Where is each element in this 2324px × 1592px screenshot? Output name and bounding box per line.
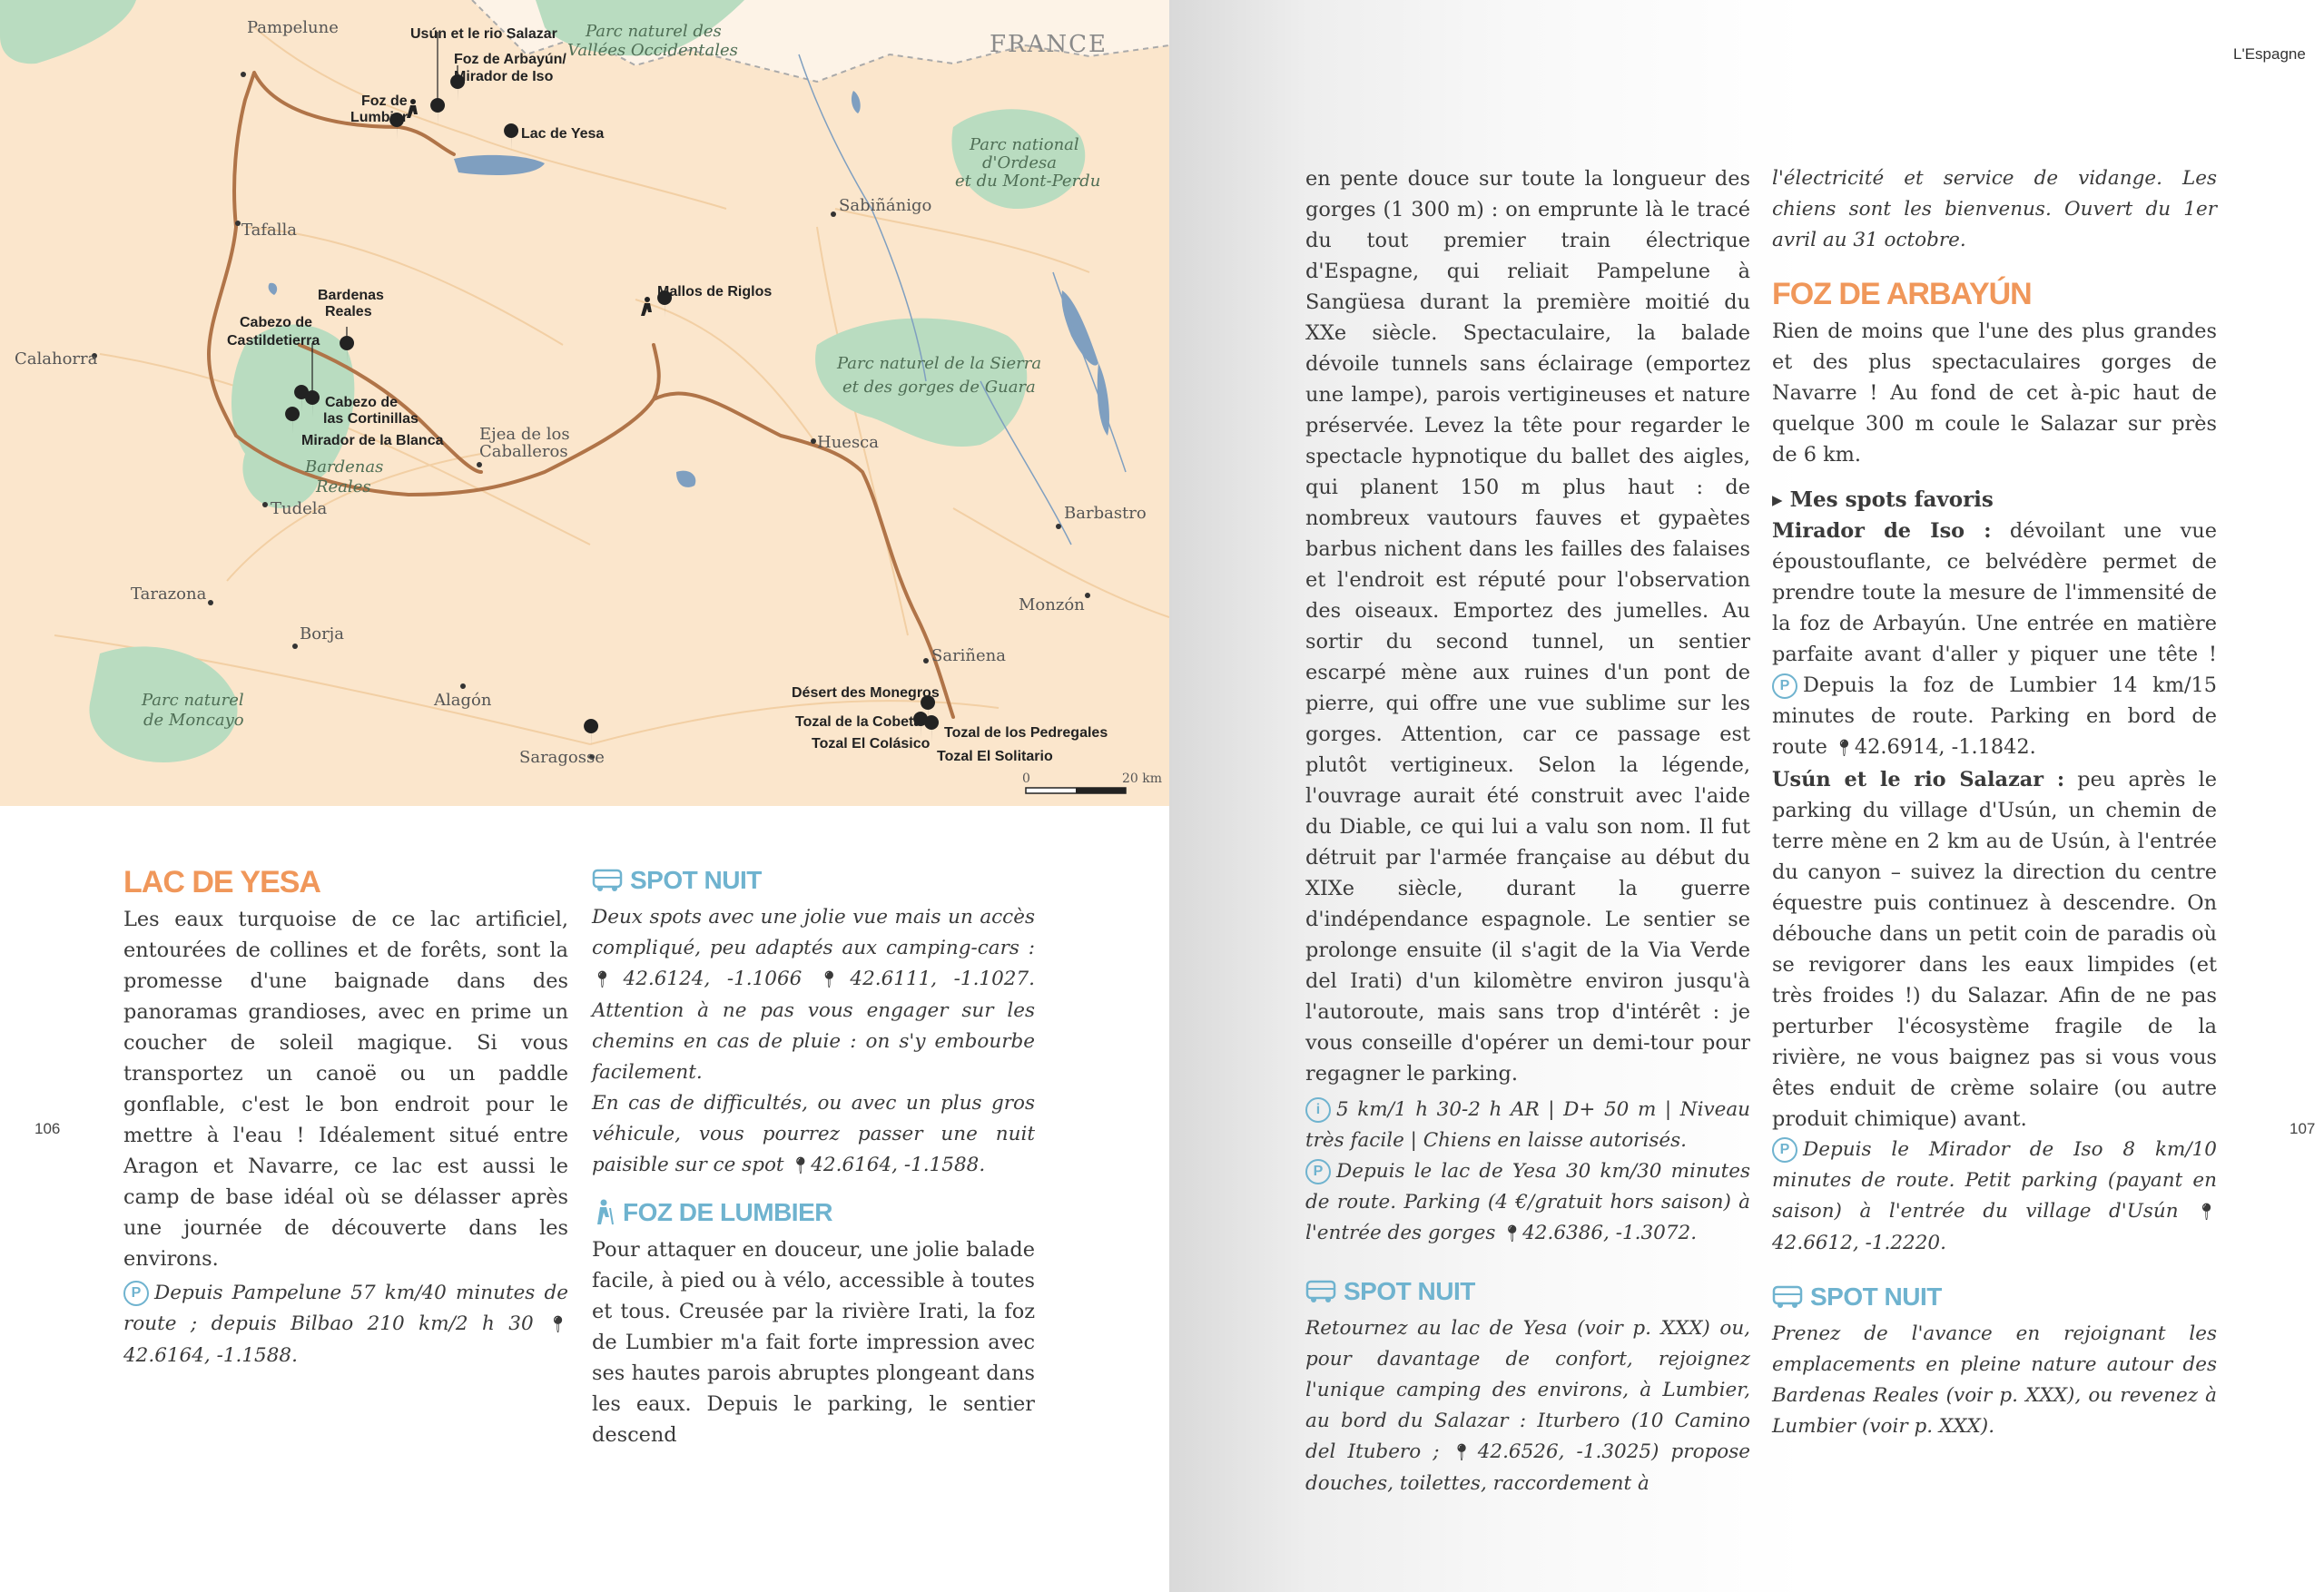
svg-text:Lumbier: Lumbier: [350, 110, 409, 125]
svg-text:Mirador de Iso: Mirador de Iso: [454, 69, 554, 84]
svg-text:Bardenas: Bardenas: [305, 457, 384, 477]
right-page: [1169, 0, 2324, 1592]
spot-nuit-heading: SPOT NUIT: [592, 864, 1035, 897]
town-tafalla: Tafalla: [241, 221, 297, 240]
country-france: FRANCE: [990, 31, 1108, 58]
spot-nuit-text-4: Prenez de l'avance en rejoignant les emplacements en pleine nature autour des Bardenas Reales (voir p. XXX), ou revenez à Lumbier (voir p. XXX).: [1772, 1322, 2217, 1438]
foz-de-lumbier-heading: FOZ DE LUMBIER: [592, 1196, 1035, 1229]
parking-icon: P: [123, 1281, 149, 1306]
svg-text:0: 0: [1022, 771, 1030, 786]
page-number-right: 107: [2290, 1120, 2316, 1137]
usun-parking: P Depuis le Mirador de Iso 8 km/10 minutes de route. Petit parking (payant en saison) à l'entrée du village d'Usún 📍︎42.6612, -1.2220.: [1772, 1138, 2217, 1254]
van-icon: [1305, 1278, 1336, 1305]
svg-text:Tozal El Colásico: Tozal El Colásico: [812, 736, 931, 752]
svg-text:d'Ordesa: d'Ordesa: [982, 153, 1057, 172]
svg-text:Désert des Monegros: Désert des Monegros: [792, 685, 940, 701]
svg-text:Tozal de los Pedregales: Tozal de los Pedregales: [944, 725, 1108, 741]
section-title-foz-de-arbayun: FOZ DE ARBAYÚN: [1772, 277, 2032, 311]
foz-parking: P Depuis le lac de Yesa 30 km/30 minutes de route. Parking (4 €/gratuit hors saison) à l'entrée des gorges 📍︎42.6386, -1.3072.: [1305, 1160, 1750, 1244]
svg-text:Reales: Reales: [316, 477, 371, 496]
van-icon: [592, 867, 623, 894]
parking-icon: P: [1305, 1159, 1331, 1184]
town-tudela: Tudela: [271, 499, 328, 518]
pin-icon: 📍︎: [592, 970, 624, 989]
town-ejea-2: Caballeros: [479, 442, 568, 461]
info-icon: i: [1305, 1097, 1331, 1123]
svg-text:Mirador de la Blanca: Mirador de la Blanca: [301, 433, 444, 448]
spot-nuit-heading-3: SPOT NUIT: [1772, 1281, 2217, 1313]
right-column-1: [1305, 163, 1750, 1499]
town-calahorra: Calahorra: [15, 349, 98, 369]
svg-text:Mallos de Riglos: Mallos de Riglos: [657, 284, 773, 300]
town-sarinena: Sariñena: [931, 646, 1006, 665]
town-borja: Borja: [300, 624, 344, 644]
pin-icon: 📍︎: [2196, 1203, 2217, 1222]
route-map-svg: [0, 0, 1169, 806]
pin-icon: 📍︎: [1502, 1224, 1523, 1243]
svg-text:Tozal El Solitario: Tozal El Solitario: [937, 749, 1053, 764]
spot-nuit-text-2: En cas de difficultés, ou avec un plus gros véhicule, vous pourrez passer une nuit paisible sur ce spot 📍︎42.6164, -1.1588.: [592, 1092, 1035, 1176]
svg-text:Vallées Occidentales: Vallées Occidentales: [567, 41, 738, 60]
svg-text:de Moncayo: de Moncayo: [143, 711, 244, 730]
svg-text:las Cortinillas: las Cortinillas: [323, 411, 419, 427]
svg-text:Usún et le rio Salazar: Usún et le rio Salazar: [410, 26, 557, 42]
foz-de-lumbier-text-cont: en pente douce sur toute la longueur des gorges (1 300 m) : on emprunte là le tracé du tout premier train électrique d'Espagne, qui reliait Pampelune à Sangüesa durant la première moitié du XXe siècle. Spectaculaire, la balade dévoile tunnels sans éclairage (emportez une lampe), parois vertigineuses et nature préservée. Levez la tête pour regarder le spectacle hypnotique du ballet des aigles, qui planent 150 m plus haut : de nombreux vautours fauves et gypaètes barbus nichent dans les failles des falaises et l'endroit est réputé pour l'observation des oiseaux. Emportez des jumelles. Au sortir du second tunnel, un sentier escarpé mène aux ruines d'un pont de pierre, qui offre une vue sublime sur les gorges. Attention, car ce passage est plutôt vertigineux. Selon la légende, l'ouvrage aurait été construit avec l'aide du Diable, ce qui lui a valu son nom. Il fut détruit par l'armée française au début du XIXe siècle, durant la guerre d'indépendance espagnole. Le sentier se prolonge ensuite (il s'agit de la Via Verde del Irati) d'un kilomètre environ jusqu'à l'autoroute, mais sans trop d'intérêt : je vous conseille d'opérer un demi-tour pour regagner le parking.: [1305, 167, 1750, 1086]
town-pampelune: Pampelune: [247, 18, 339, 37]
running-head: L'Espagne: [2233, 45, 2306, 63]
arbayun-text: Rien de moins que l'une des plus grandes et des plus spectaculaires gorges de Navarre ! Au fond de cet à-pic haut de quelque 300 m coule le Salazar sur près de 6 km.: [1772, 319, 2217, 467]
svg-text:Lac de Yesa: Lac de Yesa: [521, 126, 605, 142]
town-saragosse: Saragosse: [519, 748, 605, 767]
pin-icon: 📍︎: [818, 970, 851, 989]
camping-text-cont: l'électricité et service de vidange. Les chiens sont les bienvenus. Ouvert du 1er avril au 31 octobre.: [1772, 167, 2217, 251]
left-column-2: [592, 864, 1035, 1450]
triangle-icon: ▸: [1772, 487, 1783, 512]
lac-de-yesa-text: Les eaux turquoise de ce lac artificiel, entourées de collines et de forêts, sont la promesse d'une baignade dans des panoramas grandioses, avec en prime un coucher de soleil magique. Si vous transportez un canoë ou un paddle gonflable, c'est le bon endroit pour le mettre à l'eau ! Idéalement situé entre Aragon et Navarre, ce lac est aussi le camp de base idéal où se délasser après une journée de découverte dans les environs.: [123, 908, 568, 1271]
svg-text:Parc naturel des: Parc naturel des: [586, 22, 722, 41]
section-title-lac-de-yesa: LAC DE YESA: [123, 865, 320, 899]
svg-text:Foz de: Foz de: [361, 93, 408, 109]
town-ejea: Ejea de los: [479, 425, 570, 444]
svg-text:Parc naturel de la Sierra: Parc naturel de la Sierra: [837, 354, 1042, 373]
town-alagon: Alagón: [434, 691, 492, 710]
svg-text:Castildetierra: Castildetierra: [227, 333, 320, 349]
right-column-2: [1772, 163, 2217, 1442]
lac-parking-info: P Depuis Pampelune 57 km/40 minutes de route ; depuis Bilbao 210 km/2 h 30 📍︎42.6164, -1.1588.: [123, 1282, 568, 1367]
page-number-left: 106: [34, 1120, 61, 1137]
town-huesca: Huesca: [817, 433, 879, 452]
foz-info: i 5 km/1 h 30-2 h AR | D+ 50 m | Niveau très facile | Chiens en laisse autorisés.: [1305, 1098, 1750, 1152]
hiker-icon: [592, 1199, 615, 1226]
spot-nuit-text-3: Retournez au lac de Yesa (voir p. XXX) ou, pour davantage de confort, rejoignez l'unique camping des environs, à Lumbier, au bord du Salazar : Iturbero (10 Camino del Itubero ; 📍︎42.6526, -1.3025) propose douches, toilettes, raccordement à: [1305, 1317, 1750, 1495]
svg-text:Cabezo de: Cabezo de: [325, 395, 399, 410]
svg-text:Cabezo de: Cabezo de: [240, 315, 313, 330]
town-tarazona: Tarazona: [131, 585, 207, 604]
mirador-de-iso-text: Mirador de Iso : dévoilant une vue époustouflante, ce belvédère permet de prendre toute la mesure de l'immensité de la foz de Arbayún. Une entrée en matière parfaite avant d'aller y piquer une tête ! P Depuis la foz de Lumbier 14 km/15 minutes de route. Parking en bord de route 📍︎42.6914, -1.1842.: [1772, 519, 2217, 759]
svg-text:Bardenas: Bardenas: [318, 288, 384, 303]
svg-text:Parc naturel: Parc naturel: [142, 691, 244, 710]
parking-icon: P: [1772, 673, 1797, 699]
svg-text:Reales: Reales: [325, 304, 372, 319]
svg-text:Foz de Arbayún/: Foz de Arbayún/: [454, 52, 566, 67]
pin-icon: 📍︎: [790, 1156, 812, 1175]
route-map: [0, 0, 1169, 806]
town-barbastro: Barbastro: [1064, 504, 1147, 523]
town-monzon: Monzón: [1019, 595, 1085, 614]
svg-text:Parc national: Parc national: [970, 135, 1079, 154]
spot-nuit-heading-2: SPOT NUIT: [1305, 1275, 1750, 1308]
svg-text:20 km: 20 km: [1122, 771, 1163, 786]
van-icon: [1772, 1283, 1803, 1311]
spot-nuit-text: Deux spots avec une jolie vue mais un accès compliqué, peu adaptés aux camping-cars : 📍︎42.6124, -1.1066 📍︎42.6111, -1.1027. Attention à ne pas vous engager sur les chemins en cas de pluie : on s'y embourbe facilement.: [592, 906, 1035, 1084]
town-sabinanigo: Sabiñánigo: [839, 196, 932, 215]
pin-icon: 📍︎: [1833, 739, 1855, 758]
favorites-heading: ▸ Mes spots favoris: [1772, 487, 1994, 512]
svg-text:Tozal de la Cobeta: Tozal de la Cobeta: [795, 714, 922, 730]
pin-icon: 📍︎: [547, 1315, 568, 1334]
svg-text:et des gorges de Guara: et des gorges de Guara: [842, 378, 1036, 397]
parking-icon: P: [1772, 1137, 1797, 1163]
pin-icon: 📍︎: [1451, 1443, 1478, 1462]
left-column-1: [123, 864, 568, 1371]
svg-text:et du Mont-Perdu: et du Mont-Perdu: [955, 172, 1101, 191]
usun-text: Usún et le rio Salazar : peu après le parking du village d'Usún, un chemin de terre mène en 2 km au de Usún, à l'entrée du canyon – suivez la direction du centre équestre puis continuez à descendre. On débouche dans un petit coin de paradis où se revigorer dans les eaux limpides (et très froides !) du Salazar. Afin de ne pas perturber l'écosystème fragile de la rivière, ne vous baignez pas si vous vous êtes enduit de crème solaire (ou autre produit chimique) avant.: [1772, 768, 2217, 1131]
foz-de-lumbier-text: Pour attaquer en douceur, une jolie balade facile, à pied ou à vélo, accessible à toutes et tous. Creusée par la rivière Irati, la foz de Lumbier m'a fait forte impression avec ses hautes parois abruptes plongeant dans les eaux. Depuis le parking, le sentier descend: [592, 1238, 1035, 1447]
